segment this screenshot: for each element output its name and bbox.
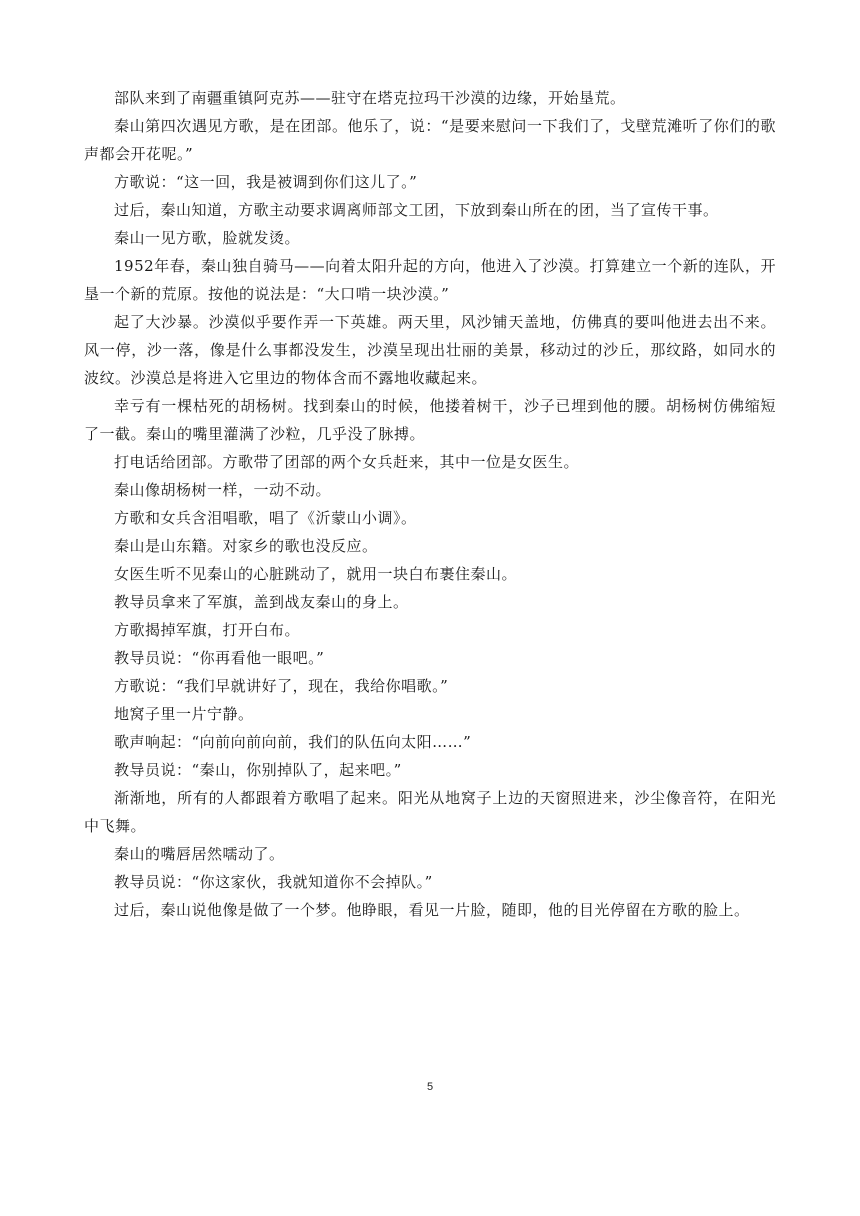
paragraph: 幸亏有一棵枯死的胡杨树。找到秦山的时候，他搂着树干，沙子已埋到他的腰。胡杨树仿佛缩短了一截。秦山的嘴里灌满了沙粒，几乎没了脉搏。 xyxy=(84,397,776,443)
paragraph: 教导员说：“你再看他一眼吧。” xyxy=(114,649,325,667)
paragraph: 地窝子里一片宁静。 xyxy=(114,705,254,723)
paragraph: 1952年春，秦山独自骑马——向着太阳升起的方向，他进入了沙漠。打算建立一个新的连队，开垦一个新的荒原。按他的说法是：“大口啃一块沙漠。” xyxy=(84,257,776,303)
paragraph: 秦山是山东籍。对家乡的歌也没反应。 xyxy=(114,537,378,555)
document-body xyxy=(84,84,776,924)
paragraph: 秦山像胡杨树一样，一动不动。 xyxy=(114,481,332,499)
paragraph: 起了大沙暴。沙漠似乎要作弄一下英雄。两天里，风沙铺天盖地，仿佛真的要叫他进去出不来。风一停，沙一落，像是什么事都没发生，沙漠呈现出壮丽的美景，移动过的沙丘，那纹路，如同水的波纹。沙漠总是将进入它里边的物体含而不露地收藏起来。 xyxy=(84,313,776,387)
paragraph: 部队来到了南疆重镇阿克苏——驻守在塔克拉玛干沙漠的边缘，开始垦荒。 xyxy=(114,89,626,107)
paragraph: 方歌和女兵含泪唱歌，唱了《沂蒙山小调》。 xyxy=(114,509,417,527)
paragraph: 教导员说：“秦山，你别掉队了，起来吧。” xyxy=(114,761,402,779)
paragraph: 过后，秦山说他像是做了一个梦。他睁眼，看见一片脸，随即，他的目光停留在方歌的脸上。 xyxy=(114,901,750,919)
page-number: 5 xyxy=(426,1081,434,1093)
paragraph: 方歌说：“这一回，我是被调到你们这儿了。” xyxy=(114,173,418,191)
paragraph: 秦山第四次遇见方歌，是在团部。他乐了，说：“是要来慰问一下我们了，戈壁荒滩听了你们的歌声都会开花呢。” xyxy=(84,117,776,163)
paragraph: 过后，秦山知道，方歌主动要求调离师部文工团，下放到秦山所在的团，当了宣传干事。 xyxy=(114,201,719,219)
paragraph: 教导员说：“你这家伙，我就知道你不会掉队。” xyxy=(114,873,433,891)
paragraph: 打电话给团部。方歌带了团部的两个女兵赶来，其中一位是女医生。 xyxy=(114,453,580,471)
paragraph: 方歌说：“我们早就讲好了，现在，我给你唱歌。” xyxy=(114,677,449,695)
paragraph: 方歌揭掉军旗，打开白布。 xyxy=(114,621,301,639)
paragraph: 秦山一见方歌，脸就发烫。 xyxy=(114,229,301,247)
paragraph: 渐渐地，所有的人都跟着方歌唱了起来。阳光从地窝子上边的天窗照进来，沙尘像音符，在阳光中飞舞。 xyxy=(84,789,776,835)
paragraph: 歌声响起：“向前向前向前，我们的队伍向太阳……” xyxy=(114,733,472,751)
paragraph: 教导员拿来了军旗，盖到战友秦山的身上。 xyxy=(114,593,409,611)
paragraph: 秦山的嘴唇居然嚅动了。 xyxy=(114,845,285,863)
paragraph: 女医生听不见秦山的心脏跳动了，就用一块白布裹住秦山。 xyxy=(114,565,518,583)
